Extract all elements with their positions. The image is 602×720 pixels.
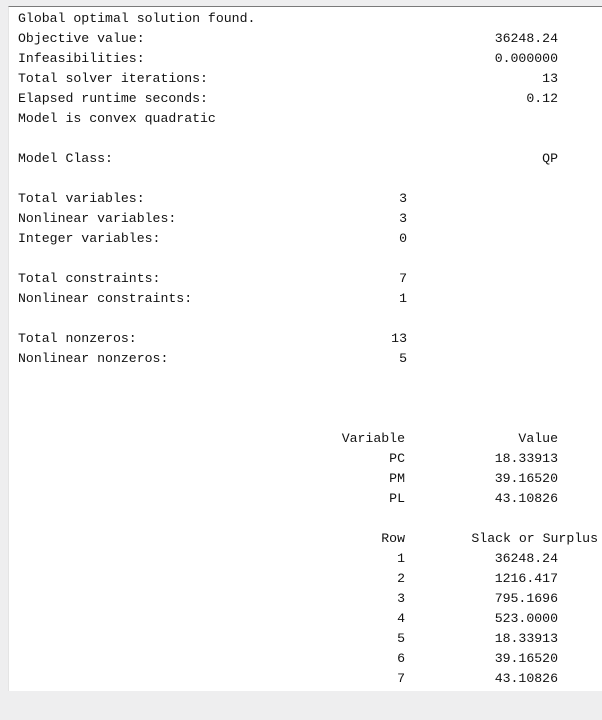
iterations-label: Total solver iterations: [18, 71, 208, 86]
infeasibilities-value: 0.000000 [494, 51, 558, 66]
slack-value: 18.33913 [494, 631, 558, 646]
nonlinear-nonzeros-label: Nonlinear nonzeros: [18, 351, 169, 366]
convex-note: Model is convex quadratic [18, 111, 216, 126]
variable-name: PL [389, 491, 405, 506]
row-number: 7 [397, 671, 405, 686]
variable-name: PC [389, 451, 405, 466]
total-variables-label: Total variables: [18, 191, 145, 206]
runtime-value: 0.12 [526, 91, 558, 106]
total-nonzeros-label: Total nonzeros: [18, 331, 137, 346]
slack-column-header: Slack or Surplus [471, 531, 598, 546]
row-number: 3 [397, 591, 405, 606]
slack-value: 43.10826 [494, 671, 558, 686]
slack-value: 36248.24 [494, 551, 558, 566]
infeasibilities-label: Infeasibilities: [18, 51, 145, 66]
nonlinear-nonzeros-value: 5 [399, 351, 407, 366]
integer-variables-value: 0 [399, 231, 407, 246]
slack-value: 1216.417 [494, 571, 558, 586]
row-number: 2 [397, 571, 405, 586]
solution-status: Global optimal solution found. [18, 11, 256, 26]
variable-value: 18.33913 [494, 451, 558, 466]
row-number: 6 [397, 651, 405, 666]
value-column-header: Value [518, 431, 558, 446]
solver-report-panel [8, 6, 602, 691]
variable-value: 43.10826 [494, 491, 558, 506]
nonlinear-constraints-label: Nonlinear constraints: [18, 291, 193, 306]
total-nonzeros-value: 13 [391, 331, 407, 346]
row-number: 4 [397, 611, 405, 626]
row-number: 5 [397, 631, 405, 646]
nonlinear-constraints-value: 1 [399, 291, 407, 306]
model-class-label: Model Class: [18, 151, 113, 166]
total-constraints-label: Total constraints: [18, 271, 161, 286]
row-number: 1 [397, 551, 405, 566]
variable-name: PM [389, 471, 405, 486]
integer-variables-label: Integer variables: [18, 231, 161, 246]
variable-column-header: Variable [341, 431, 405, 446]
objective-value: 36248.24 [494, 31, 558, 46]
slack-value: 39.16520 [494, 651, 558, 666]
row-column-header: Row [381, 531, 405, 546]
runtime-label: Elapsed runtime seconds: [18, 91, 208, 106]
total-constraints-value: 7 [399, 271, 407, 286]
model-class-value: QP [542, 151, 558, 166]
slack-value: 795.1696 [494, 591, 558, 606]
slack-value: 523.0000 [494, 611, 558, 626]
nonlinear-variables-label: Nonlinear variables: [18, 211, 177, 226]
nonlinear-variables-value: 3 [399, 211, 407, 226]
objective-label: Objective value: [18, 31, 145, 46]
total-variables-value: 3 [399, 191, 407, 206]
iterations-value: 13 [542, 71, 558, 86]
variable-value: 39.16520 [494, 471, 558, 486]
